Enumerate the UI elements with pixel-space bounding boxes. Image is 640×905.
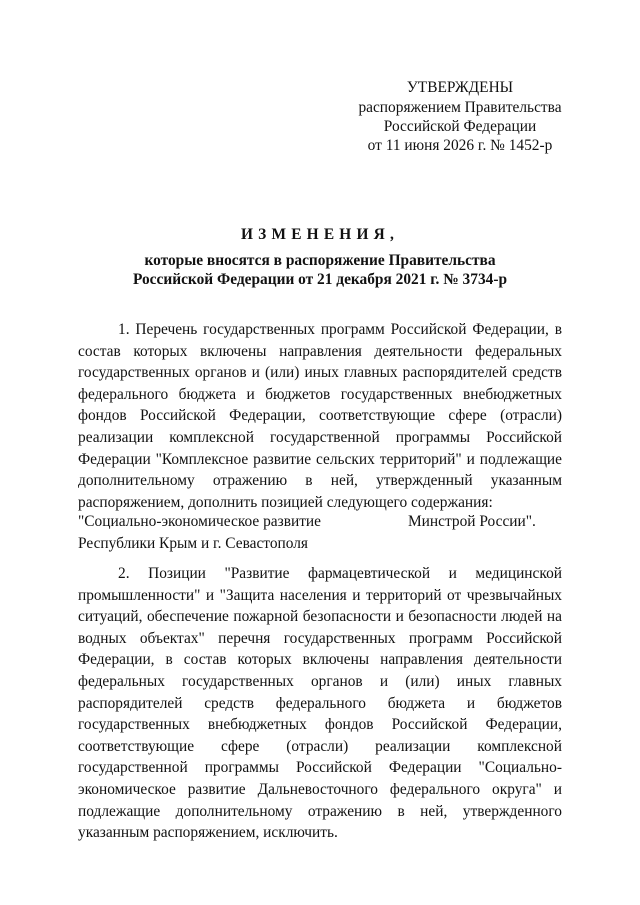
approval-line-1: распоряжением Правительства [358, 99, 562, 116]
approval-stamp [340, 78, 580, 155]
inserted-ministry: Минстрой России". [408, 513, 536, 530]
inserted-program-name [78, 511, 338, 554]
title-subtitle-line-1: которые вносятся в распоряжение Правительства [144, 252, 496, 269]
approval-line-2: Российской Федерации [383, 118, 537, 135]
title-subtitle-line-2: Российской Федерации от 21 декабря 2021 г. № 3734-р [132, 271, 508, 288]
document-title [40, 226, 600, 289]
item-1-text: 1. Перечень государственных программ Российской Федерации, в состав которых включены направления деятельности федеральных государственных органов и (или) иных главных распорядителей средств федерального бюджета и бюджетов государственных внебюджетных фондов Российской Федерации, соответствующие сфере (отрасли) реализации комплексной государственной программы Российской Федерации "Комплексное развитие сельских территорий" и подлежащие дополнительному отражению в ней, утвержденный указанным распоряжением, дополнить позицией следующего содержания: [78, 321, 562, 511]
inserted-program-line-2: Республики Крым и г. Севастополя [78, 534, 309, 552]
item-2-text: 2. Позиции "Развитие фармацевтической и медицинской промышленности" и "Защита населения и территорий от чрезвычайных ситуаций, обеспечение пожарной безопасности и безопасности людей на водных объектах" перечня государственных программ Российской Федерации, в состав которых включены направления деятельности федеральных государственных органов и (или) иных главных распорядителей средств федерального бюджета и бюджетов государственных внебюджетных фондов Российской Федерации, соответствующие сфере (отрасли) реализации комплексной государственной программы Российской Федерации "Социально-экономическое развитие Дальневосточного федерального округа" и подлежащие дополнительному отражению в ней, утвержденного указанным распоряжением, исключить. [78, 565, 562, 842]
inserted-position-row [78, 511, 562, 555]
approval-heading: УТВЕРЖДЕНЫ [406, 79, 514, 96]
inserted-program-line-1: "Социально-экономическое развитие [78, 513, 321, 530]
approval-line-3: от 11 июня 2026 г. № 1452-р [367, 137, 553, 154]
item-1-paragraph [78, 319, 562, 513]
title-caption: ИЗМЕНЕНИЯ, [240, 226, 400, 243]
item-2-paragraph [78, 563, 562, 844]
